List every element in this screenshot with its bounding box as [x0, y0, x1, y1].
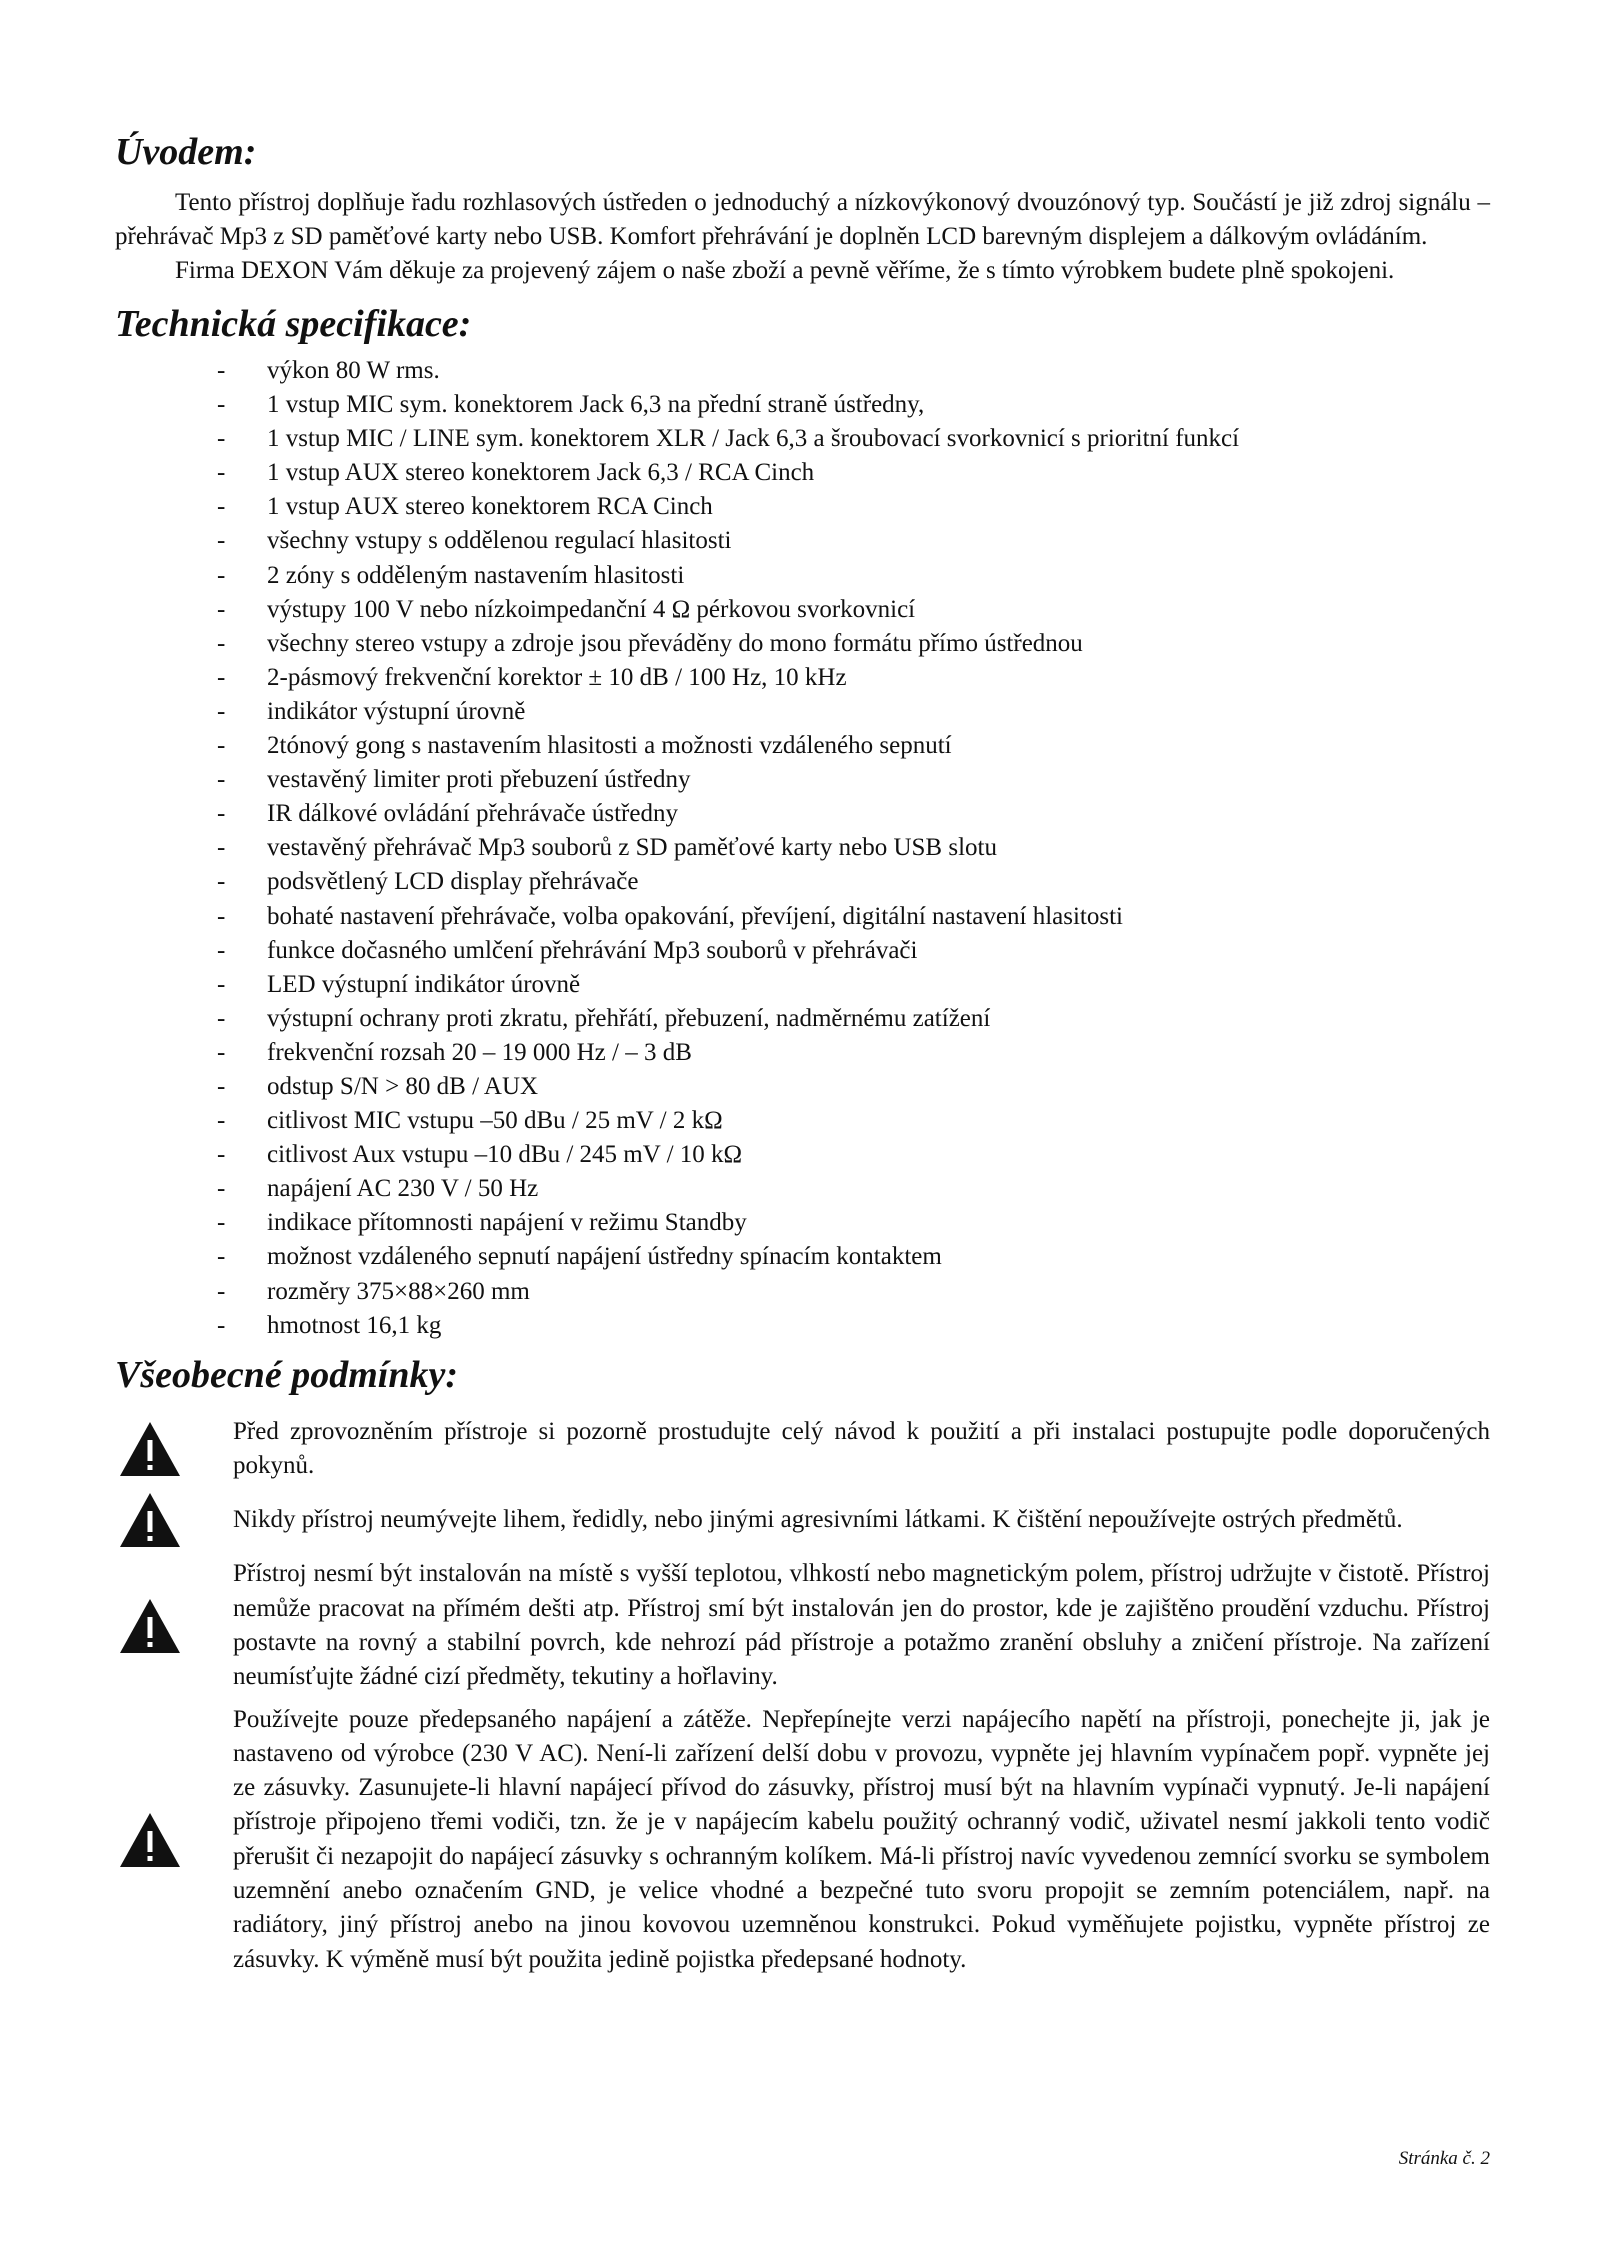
conditions-heading: Všeobecné podmínky: [115, 1353, 459, 1396]
spec-text: 2 zóny s odděleným nastavením hlasitosti [267, 561, 685, 589]
page-content [115, 128, 1490, 1985]
spec-item [115, 763, 1490, 797]
specs-list [115, 354, 1490, 1343]
spec-item [115, 593, 1490, 627]
condition-text: Používejte pouze předepsaného napájení a zátěže. Nepřepínejte verzi napájecího napětí na přístroji, ponechejte ji, jak je nastaveno od výrobce (230 V AC). Není-li zařízení delší dobu v provozu, vypněte jej hlavním vypínačem popř. vypněte jej ze zásuvky. Zasunujete-li hlavní napájecí přívod do zásuvky, přístroj musí být na hlavním vypínači vypnutý. Je-li napájení přístroje připojeno třemi vodiči, tzn. že je v napájecím kabelu použitý ochranný vodič, uživatel nesmí jakkoli tento vodič přerušit či nezapojit do napájecí zásuvky s ochranným kolíkem. Má-li přístroj navíc vyvedenou zemnící svorku se symbolem uzemnění anebo označením GND, je velice vhodné a bezpečné tuto svoru propojit se zemním potenciálem, např. na radiátory, jiný přístroj anebo na jinou kovovou uzemněnou konstrukci. Pokud vyměňujete pojistku, vypněte přístroj ze zásuvky. K výměně musí být použita jedině pojistka předepsané hodnoty. [233, 1705, 1490, 1973]
spec-item [115, 1206, 1490, 1240]
spec-text: frekvenční rozsah 20 – 19 000 Hz / – 3 dB [267, 1038, 692, 1066]
spec-item [115, 1138, 1490, 1172]
bullet-dash: - [217, 936, 226, 964]
spec-text: rozměry 375×88×260 mm [267, 1277, 530, 1305]
spec-text: indikace přítomnosti napájení v režimu Standby [267, 1209, 747, 1237]
bullet-dash: - [217, 1175, 226, 1203]
bullet-dash: - [217, 732, 226, 760]
spec-text: bohaté nastavení přehrávače, volba opakování, převíjení, digitální nastavení hlasitosti [267, 902, 1123, 930]
bullet-dash: - [217, 902, 226, 930]
spec-text: indikátor výstupní úrovně [267, 697, 526, 725]
conditions-list [115, 1415, 1490, 1977]
condition-text: Přístroj nesmí být instalován na místě s vyšší teplotou, vlhkostí nebo magnetickým polem, přístroj udržujte v čistotě. Přístroj nemůže pracovat na přímém dešti atp. Přístroj smí být instalován jen do prostor, kde je zajištěno proudění vzduchu. Přístroj postavte na rovný a stabilní povrch, kde nehrozí pád přístroje a potažmo zranění obsluhy a zničení přístroje. Na zařízení neumísťujte žádné cizí předměty, tekutiny a hořlaviny. [233, 1560, 1490, 1691]
spec-text: všechny vstupy s oddělenou regulací hlasitosti [267, 527, 732, 555]
bullet-dash: - [217, 1209, 226, 1237]
bullet-dash: - [217, 663, 226, 691]
spec-text: výstupní ochrany proti zkratu, přehřátí, přebuzení, nadměrnému zatížení [267, 1004, 991, 1032]
spec-item [115, 1172, 1490, 1206]
spec-item [115, 388, 1490, 422]
bullet-dash: - [217, 357, 226, 384]
intro-paragraph: Firma DEXON Vám děkuje za projevený zájem o naše zboží a pevně věříme, že s tímto výrobkem budete plně spokojeni. [175, 257, 1395, 284]
spec-text: odstup S/N > 80 dB / AUX [267, 1072, 539, 1100]
spec-item [115, 422, 1490, 456]
bullet-dash: - [217, 561, 226, 589]
spec-item [115, 490, 1490, 524]
specs-heading: Technická specifikace: [115, 303, 472, 345]
warning-triangle-icon [115, 1491, 233, 1549]
spec-text: hmotnost 16,1 kg [267, 1311, 442, 1339]
spec-text: podsvětlený LCD display přehrávače [267, 868, 639, 896]
warning-triangle-icon [115, 1420, 233, 1478]
intro-heading: Úvodem: [115, 131, 257, 173]
condition-text: Nikdy přístroj neumývejte lihem, ředidly, nebo jinými agresivními látkami. K čištění nepoužívejte ostrých předmětů. [233, 1506, 1403, 1534]
intro-paragraph: Tento přístroj doplňuje řadu rozhlasových ústředen o jednoduchý a nízkovýkonový dvouzónový typ. Součástí je již zdroj signálu – přehrávač Mp3 z SD paměťové karty nebo USB. Komfort přehrávání je doplněn LCD barevným displejem a dálkovým ovládáním. [115, 189, 1490, 250]
spec-item [115, 695, 1490, 729]
bullet-dash: - [217, 527, 226, 555]
spec-text: 2-pásmový frekvenční korektor ± 10 dB / 100 Hz, 10 kHz [267, 663, 847, 691]
spec-item [115, 865, 1490, 899]
spec-item [115, 1104, 1490, 1138]
spec-text: 1 vstup AUX stereo konektorem RCA Cinch [267, 493, 713, 521]
bullet-dash: - [217, 766, 226, 794]
warning-triangle-icon [115, 1811, 233, 1869]
spec-text: funkce dočasného umlčení přehrávání Mp3 souborů v přehrávači [267, 936, 918, 964]
spec-text: 1 vstup MIC sym. konektorem Jack 6,3 na přední straně ústředny, [267, 391, 925, 419]
condition-item [115, 1557, 1490, 1694]
condition-item [115, 1703, 1490, 1977]
spec-item [115, 1036, 1490, 1070]
condition-item [115, 1415, 1490, 1484]
spec-item [115, 831, 1490, 865]
spec-text: 1 vstup AUX stereo konektorem Jack 6,3 / RCA Cinch [267, 459, 815, 487]
spec-item [115, 1070, 1490, 1104]
spec-item [115, 900, 1490, 934]
bullet-dash: - [217, 629, 226, 657]
bullet-dash: - [217, 1141, 226, 1169]
warning-triangle-icon [115, 1597, 233, 1655]
spec-text: vestavěný přehrávač Mp3 souborů z SD paměťové karty nebo USB slotu [267, 834, 997, 862]
spec-item [115, 354, 1490, 388]
spec-text: citlivost MIC vstupu –50 dBu / 25 mV / 2 kΩ [267, 1107, 723, 1135]
bullet-dash: - [217, 970, 226, 998]
bullet-dash: - [217, 425, 226, 453]
bullet-dash: - [217, 1072, 226, 1100]
bullet-dash: - [217, 1107, 226, 1135]
spec-item [115, 456, 1490, 490]
spec-text: 2tónový gong s nastavením hlasitosti a možnosti vzdáleného sepnutí [267, 732, 952, 760]
bullet-dash: - [217, 1311, 226, 1339]
bullet-dash: - [217, 1277, 226, 1305]
spec-item [115, 797, 1490, 831]
bullet-dash: - [217, 595, 226, 623]
spec-item [115, 559, 1490, 593]
spec-text: všechny stereo vstupy a zdroje jsou převáděny do mono formátu přímo ústřednou [267, 629, 1083, 657]
spec-item [115, 524, 1490, 558]
bullet-dash: - [217, 459, 226, 487]
spec-text: výkon 80 W rms. [267, 357, 440, 384]
spec-item [115, 1309, 1490, 1343]
bullet-dash: - [217, 868, 226, 896]
spec-text: možnost vzdáleného sepnutí napájení ústředny spínacím kontaktem [267, 1243, 942, 1271]
spec-item [115, 1002, 1490, 1036]
spec-item [115, 968, 1490, 1002]
bullet-dash: - [217, 697, 226, 725]
bullet-dash: - [217, 1004, 226, 1032]
bullet-dash: - [217, 391, 226, 419]
bullet-dash: - [217, 800, 226, 828]
spec-item [115, 661, 1490, 695]
page-number: Stránka č. 2 [1398, 2148, 1490, 2169]
spec-text: vestavěný limiter proti přebuzení ústředny [267, 766, 691, 794]
bullet-dash: - [217, 834, 226, 862]
bullet-dash: - [217, 1243, 226, 1271]
spec-item [115, 934, 1490, 968]
spec-text: 1 vstup MIC / LINE sym. konektorem XLR / Jack 6,3 a šroubovací svorkovnicí s prioritní funkcí [267, 425, 1240, 453]
bullet-dash: - [217, 493, 226, 521]
condition-text: Před zprovozněním přístroje si pozorně prostudujte celý návod k použití a při instalaci postupujte podle doporučených pokynů. [233, 1417, 1490, 1480]
intro-section [115, 186, 1490, 288]
spec-item [115, 627, 1490, 661]
condition-item [115, 1491, 1490, 1549]
spec-item [115, 729, 1490, 763]
spec-item [115, 1275, 1490, 1309]
spec-item [115, 1240, 1490, 1274]
spec-text: napájení AC 230 V / 50 Hz [267, 1175, 539, 1203]
spec-text: IR dálkové ovládání přehrávače ústředny [267, 800, 678, 828]
spec-text: výstupy 100 V nebo nízkoimpedanční 4 Ω pérkovou svorkovnicí [267, 595, 916, 623]
bullet-dash: - [217, 1038, 226, 1066]
spec-text: LED výstupní indikátor úrovně [267, 970, 581, 998]
spec-text: citlivost Aux vstupu –10 dBu / 245 mV / 10 kΩ [267, 1141, 743, 1169]
